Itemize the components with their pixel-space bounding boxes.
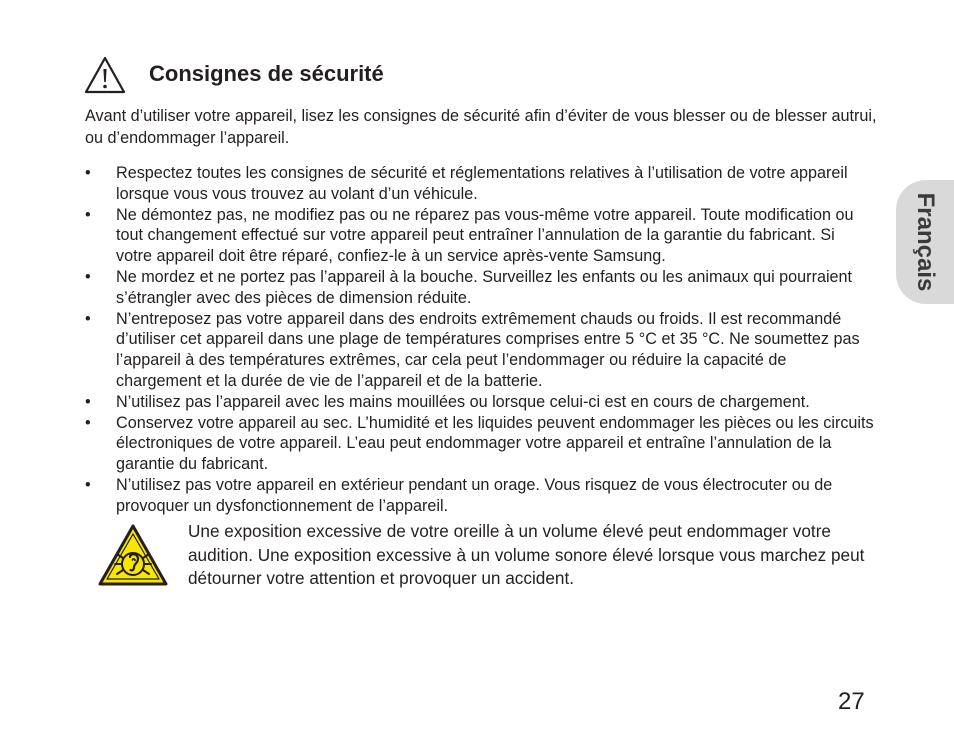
list-item: [85, 392, 875, 413]
bullet-marker: •: [85, 267, 91, 286]
list-item-text: Ne mordez et ne portez pas l’appareil à la bouche. Surveillez les enfants ou les animaux qui pourraient s’étrangler avec des pièces de dimension réduite.: [116, 267, 853, 307]
list-item-text: Respectez toutes les consignes de sécurité et réglementations relatives à l’utilisation de votre appareil lorsque vous vous trouvez au volant d’un véhicule.: [116, 164, 848, 203]
list-item-text: N’entreposez pas votre appareil dans des endroits extrêmement chauds ou froids. Il est recommandé d’utiliser cet appareil dans une plage de températures comprises entre 5 °C et 35 °C. Ne soumettez pas l’appareil à des températures extrêmes, car cela peut l’endommager ou réduire la capacité de chargement et la durée de vie de l’appareil et de la batterie.: [116, 309, 860, 390]
bullet-marker: •: [85, 475, 91, 494]
list-item: [85, 267, 875, 309]
list-item: [85, 205, 875, 267]
bullet-marker: •: [85, 392, 91, 411]
hearing-warning-text: Une exposition excessive de votre oreille à un volume élevé peut endommager votre audition. Une exposition excessive à un volume sonore élevé lorsque vous marchez peut détourner votre attention et provoquer un accident.: [188, 521, 865, 588]
language-side-tab: [896, 180, 954, 304]
bullet-marker: •: [85, 164, 91, 182]
hearing-damage-warning-icon: [97, 523, 169, 587]
intro-paragraph: Avant d’utiliser votre appareil, lisez les consignes de sécurité afin d’éviter de vous blesser ou de blesser autrui, ou d’endommager l’appareil.: [85, 107, 877, 147]
safety-bullet-list: [85, 163, 875, 517]
list-item-text: Conservez votre appareil au sec. L’humidité et les liquides peuvent endommager les pièces ou les circuits électroniques de votre appareil. L’eau peut endommager votre appareil et entraîne l’annulation de la garantie du fabricant.: [116, 413, 874, 474]
list-item: [85, 163, 875, 205]
warning-triangle-icon: [83, 55, 127, 95]
section-title: Consignes de sécurité: [149, 61, 384, 86]
list-item-text: Ne démontez pas, ne modifiez pas ou ne réparez pas vous-même votre appareil. Toute modification ou tout changement effectué sur votre appareil peut entraîner l’annulation de la garantie du fabricant. Si votre appareil doit être réparé, confiez-le à un service après-vente Samsung.: [116, 205, 854, 266]
list-item: [85, 309, 875, 392]
language-tab-label: Français: [912, 192, 939, 292]
section-header: [83, 52, 384, 98]
page-number: 27: [838, 688, 865, 715]
list-item-text: N’utilisez pas l’appareil avec les mains mouillées ou lorsque celui-ci est en cours de chargement.: [116, 392, 810, 411]
list-item: [85, 413, 875, 475]
bullet-marker: •: [85, 205, 91, 224]
list-item: [85, 475, 875, 517]
bullet-marker: •: [85, 309, 91, 328]
bullet-marker: •: [85, 413, 91, 432]
list-item-text: N’utilisez pas votre appareil en extérieur pendant un orage. Vous risquez de vous électrocuter ou de provoquer un dysfonctionnement de l’appareil.: [116, 475, 833, 515]
